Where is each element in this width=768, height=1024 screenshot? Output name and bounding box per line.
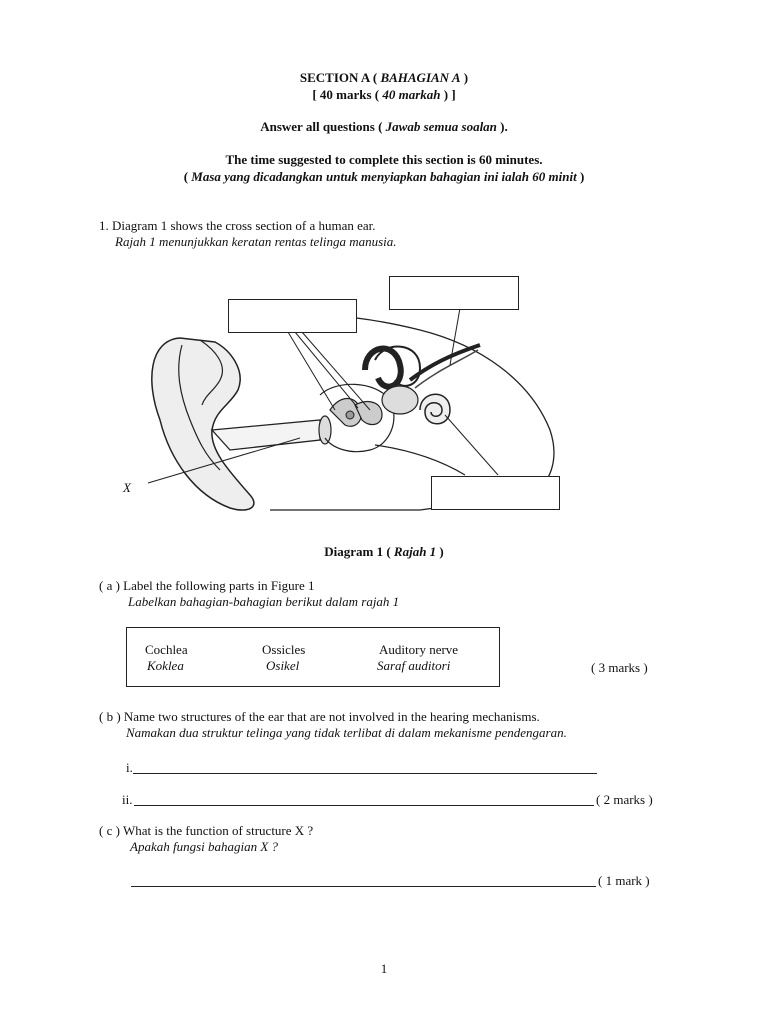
term-cochlea-ms: Koklea — [147, 658, 184, 673]
term-cochlea: Cochlea — [145, 642, 188, 657]
term-ossicles: Ossicles — [262, 642, 306, 657]
instruction: Answer all questions ( Jawab semua soalan ). — [260, 119, 508, 134]
eustachian-tube — [375, 445, 465, 475]
page-number: 1 — [380, 961, 388, 976]
auditory-nerve — [410, 345, 480, 380]
answer-line-i-label: i. — [126, 760, 133, 775]
section-marks: [ 40 marks ( 40 markah ) ] — [312, 87, 456, 102]
question-1-intro: 1. Diagram 1 shows the cross section of a human ear. — [99, 218, 376, 233]
part-a-prompt: ( a ) Label the following parts in Figure 1 — [99, 578, 315, 593]
label-box-cochlea[interactable] — [431, 476, 560, 510]
time-suggested-ms: ( Masa yang dicadangkan untuk menyiapkan bahagian ini ialah 60 minit ) — [183, 169, 585, 184]
eardrum — [319, 416, 331, 444]
term-auditory-nerve: Auditory nerve — [379, 642, 459, 657]
structure-x-label: X — [123, 480, 131, 495]
term-auditory-nerve-ms: Saraf auditori — [377, 658, 451, 673]
answer-line-i[interactable] — [133, 773, 597, 774]
term-ossicles-ms: Osikel — [266, 658, 300, 673]
answer-line-ii[interactable] — [134, 805, 594, 806]
part-a-prompt-ms: Labelkan bahagian-bahagian berikut dalam rajah 1 — [128, 594, 400, 609]
pinna-shape — [152, 338, 254, 510]
diagram-caption: Diagram 1 ( Rajah 1 ) — [324, 544, 444, 559]
part-b-marks: ( 2 marks ) — [596, 792, 653, 807]
part-c-prompt: ( c ) What is the function of structure X ? — [99, 823, 314, 838]
vestibule — [382, 386, 418, 414]
answer-line-c[interactable] — [131, 886, 596, 887]
part-a-marks: ( 3 marks ) — [591, 660, 648, 675]
part-b-prompt-ms: Namakan dua struktur telinga yang tidak terlibat di dalam mekanisme pendengaran. — [126, 725, 567, 740]
word-bank-box — [126, 627, 500, 687]
label-box-ossicles[interactable] — [228, 299, 357, 333]
time-suggested: The time suggested to complete this section is 60 minutes. — [225, 152, 543, 167]
ossicles-stapes — [346, 411, 354, 419]
part-c-prompt-ms: Apakah fungsi bahagian X ? — [130, 839, 279, 854]
ear-canal — [212, 420, 320, 450]
section-title: SECTION A ( BAHAGIAN A ) — [299, 70, 469, 85]
leader-line-cochlea — [445, 415, 498, 475]
question-1-intro-ms: Rajah 1 menunjukkan keratan rentas telinga manusia. — [115, 234, 397, 249]
answer-line-ii-label: ii. — [122, 792, 133, 807]
ossicles-malleus — [330, 398, 361, 426]
label-box-auditory-nerve[interactable] — [389, 276, 519, 310]
part-b-prompt: ( b ) Name two structures of the ear that are not involved in the hearing mechanisms. — [99, 709, 540, 724]
part-c-marks: ( 1 mark ) — [598, 873, 650, 888]
leader-line-ossicles-3 — [302, 332, 370, 410]
cochlea — [420, 394, 450, 424]
